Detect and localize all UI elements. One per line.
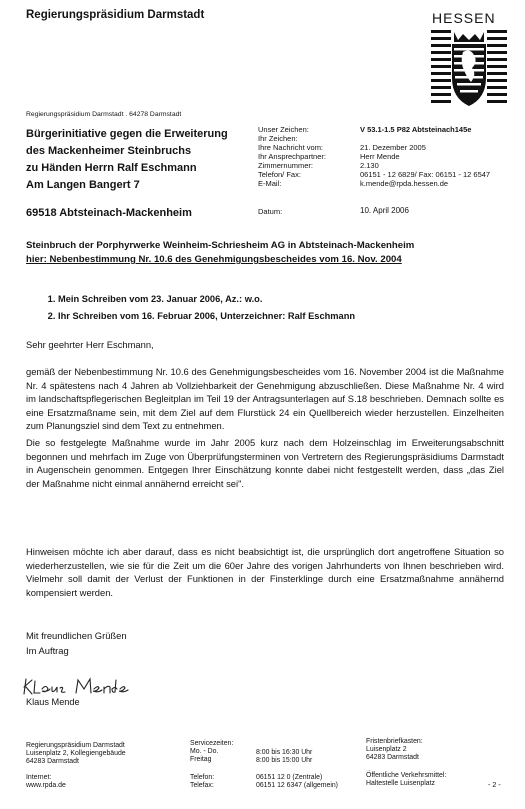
recipient-address	[26, 126, 228, 194]
email-value: k.mende@rpda.hessen.de	[360, 179, 449, 188]
fristen-line: Luisenplatz 2	[366, 746, 407, 753]
fristen-label: Fristenbriefkasten:	[366, 738, 423, 745]
footer-service-hours-labels	[190, 740, 233, 764]
recipient-line-2: des Mackenheimer Steinbruchs	[26, 145, 192, 157]
reference-item: 2. Ihr Schreiben vom 16. Februar 2006, Unterzeichner: Ralf Eschmann	[58, 308, 355, 325]
salutation: Sehr geehrter Herr Eschmann,	[26, 339, 154, 350]
internet-link[interactable]: www.rpda.de	[26, 782, 66, 789]
meta-labels	[258, 125, 326, 188]
tel-value: 06151 12 0 (Zentrale)	[256, 774, 323, 781]
transit-value: Haltestelle Luisenplatz	[366, 780, 435, 787]
ihre-zeichen-value	[360, 134, 490, 143]
subject-line-1: Steinbruch der Porphyrwerke Weinheim-Schriesheim AG in Abtsteinach-Mackenheim	[26, 240, 415, 251]
ihre-zeichen-label: Ihr Zeichen:	[258, 134, 298, 143]
footer-address	[26, 742, 126, 766]
fax-value: 06151 12 6347 (allgemein)	[256, 782, 338, 789]
recipient-line-4: Am Langen Bangert 7	[26, 179, 140, 191]
footer-service-hours-times	[256, 749, 312, 765]
closing-block	[26, 628, 127, 658]
fax-label: Telefax:	[190, 782, 214, 789]
closing-greeting: Mit freundlichen Grüßen	[26, 630, 127, 641]
subject-line-2-text: Nebenbestimmung Nr. 10.6 des Genehmigungsbescheides vom 16. Nov. 2004	[46, 254, 402, 265]
handwritten-signature	[20, 675, 130, 697]
service-label: Servicezeiten:	[190, 740, 234, 747]
footer-internet	[26, 774, 66, 790]
state-wordmark: HESSEN	[432, 10, 496, 26]
footer-address-line: 64283 Darmstadt	[26, 758, 79, 765]
sender-return-address: Regierungspräsidium Darmstadt . 64278 Darmstadt	[26, 111, 182, 118]
meta-values	[360, 125, 490, 188]
recipient-line-1: Bürgerinitiative gegen die Erweiterung	[26, 128, 228, 140]
fristen-line: 64283 Darmstadt	[366, 754, 419, 761]
zeichen-value: V 53.1-1.5 P82 Abtsteinach145e	[360, 125, 472, 134]
telefon-value: 06151 - 12 6829/ Fax: 06151 - 12 6547	[360, 170, 491, 179]
internet-label: Internet:	[26, 774, 52, 781]
recipient-city: 69518 Abtsteinach-Mackenheim	[26, 207, 192, 219]
footer-transit	[366, 772, 446, 788]
footer-fristen	[366, 738, 423, 762]
zimmer-value: 2.130	[360, 161, 379, 170]
service-days-1: Mo. - Do.	[190, 748, 219, 755]
service-days-2: Freitag	[190, 756, 212, 763]
ansprechpartner-label: Ihr Ansprechpartner:	[258, 152, 326, 161]
footer-phone-values	[256, 774, 338, 790]
zeichen-label: Unser Zeichen:	[258, 125, 309, 134]
date-label: Datum:	[258, 207, 283, 216]
subject-hier-label: hier:	[26, 254, 47, 265]
page-number: - 2 -	[488, 780, 501, 789]
ihre-nachricht-label: Ihre Nachricht vom:	[258, 143, 324, 152]
tel-label: Telefon:	[190, 774, 215, 781]
transit-label: Öffentliche Verkehrsmittel:	[366, 772, 447, 779]
body-paragraph-2: Die so festgelegte Maßnahme wurde im Jahr 2005 kurz nach dem Holzeinschlag im Erweiterungsabschnitt begonnen und mehrfach im Zuge von Überprüfungsterminen von Vertretern des Regierungspräsidiums Darmstadt in Augenschein genommen. Entgegen Ihrer Einschätzung konnte dabei nicht festgestellt werden, dass „das Ziel der Maßnahme nicht einmal annähernd erreicht sei".	[26, 437, 504, 489]
recipient-line-3: zu Händen Herrn Ralf Eschmann	[26, 162, 197, 174]
closing-auftrag: Im Auftrag	[26, 645, 69, 656]
signatory-name: Klaus Mende	[26, 697, 80, 707]
letterhead-org-name: Regierungspräsidium Darmstadt	[26, 9, 205, 21]
ansprechpartner-value: Herr Mende	[360, 152, 400, 161]
email-label: E-Mail:	[258, 179, 282, 188]
ihre-nachricht-value: 21. Dezember 2005	[360, 143, 426, 152]
footer-address-line: Regierungspräsidium Darmstadt	[26, 742, 125, 749]
telefon-label: Telefon/ Fax:	[258, 170, 301, 179]
subject-line-2	[26, 253, 414, 267]
footer-address-line: Luisenplatz 2, Kollegiengebäude	[26, 750, 126, 757]
reference-list	[40, 291, 355, 325]
footer-phone-labels	[190, 774, 214, 790]
hessen-coat-of-arms-logo	[430, 28, 508, 110]
service-time-2: 8:00 bis 15:00 Uhr	[256, 757, 313, 764]
date-value: 10. April 2006	[360, 206, 409, 215]
zimmer-label: Zimmernummer:	[258, 161, 314, 170]
reference-item: 1. Mein Schreiben vom 23. Januar 2006, Az.: w.o.	[58, 291, 355, 308]
subject-block	[26, 239, 414, 267]
body-paragraph-1: gemäß der Nebenbestimmung Nr. 10.6 des Genehmigungsbescheides vom 16. November 2004 ist die Maßnahme Nr. 4 spätestens nach 4 Jahren ab Vollziehbarkeit der Genehmigung abzuschließen. Diese Maßnahme Nr. 4 wird im landschaftspflegerischen Begleitplan im Teil 19 der Antragsunterlagen auf S.18 beschrieben. Demnach sollte es eine Ersatzmaßname sein, mit dem Ziel auf dem Flurstück 24 ein Quellbereich wieder herzustellen. Einzelheiten zum Planungsziel sind dem Text zu entnehmen.	[26, 366, 504, 432]
body-paragraph-3: Hinweisen möchte ich aber darauf, dass es nicht beabsichtigt ist, die ursprünglich dort angetroffene Situation so wiederherzustellen, wie sie für die Zeit um die 60er Jahre des vorigen Jahrhunderts von Ihnen beschrieben wird. Vielmehr soll damit der Verlust der Funktionen in der Finsterklinge durch eine Ersatzmaßnahme annähernd kompensiert werden.	[26, 546, 504, 598]
service-time-1: 8:00 bis 16:30 Uhr	[256, 749, 313, 756]
